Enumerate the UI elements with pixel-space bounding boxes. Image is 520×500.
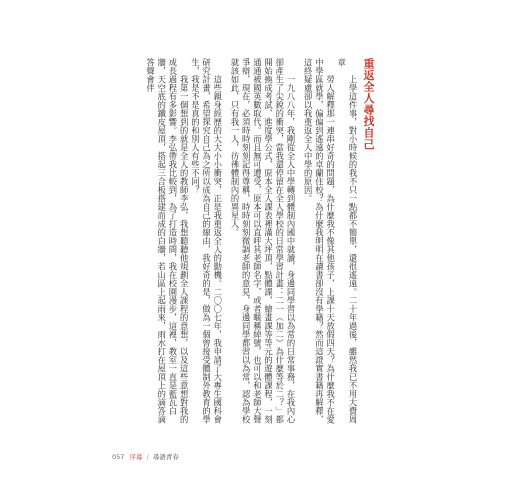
paragraph: 上學這件事，對小時候的我不只一點都不簡單，還很遙遠。二十年過後，雖然我已不用大費周章 <box>336 58 358 424</box>
page-footer <box>112 452 179 461</box>
body-text <box>110 58 358 428</box>
footer-section: 尋語青春 <box>152 453 179 461</box>
page-number: 057 <box>112 453 125 461</box>
paragraph: 我第一個想到的就是全人的教師李弘，我想聽聽他規劃全人課程的意想，以及這些意想對我的成長過程有多影響。李弘帶我比較到，為了打造時間，我在校園漫步，這裡，教室一直是藍瓦白牆，天空底的鐵皮屋頂，搭起三合板搭建而成的白牆，若山區上起雨來，雨水打在屋頂上的滴答滴答聲會伴 <box>145 58 190 424</box>
footer-separator: / <box>146 453 149 461</box>
chapter-title: 重返全人尋找自己 <box>362 58 375 150</box>
paragraph: 這些親身經歷的大大小小衝突，正是我重返全人的動機。二〇〇七年，我申請了大專生國科會研究計畫，希望探究自己為之所以成為自己的線由，我好奇的是，做為一個曾接受體制外教育的學生，我是不是真的和別人有些不同？ <box>190 58 223 424</box>
paragraph: 勞人解釋那一連串好奇的問題，為什麼我不像其他孩子，上課十天放假四天？為什麼我不在愛中學區就學，偏偏到遙遠的卓蘭住校？為什麼我明明在讀書卻沒有學籍？然而這證實書籍再解釋，這終疑慮卻以我重返全人中學的原因。 <box>303 58 336 424</box>
paragraph: 一九八八年，我剛從全人中學轉到體制內國中就讀，身邊同學習以為常的日常事務，在我內心卻產生了尖銳的衝突，當我還停留在全人學校的日常學習計畫：二一（加二）為什麼等於二？」都開始換成考試、進度學公式，原本全人課表裡滿大坪頂，點體課，繪畫課等等元的遊體課程，一刻通通被國英數取代。而且無可遭受，原本可以直呼其老師名字，或者暱稱綽號，也可以和老師大聲爭辯，現在，必須時時刻刻記得尊稱，時時刻刻微調老師的意見，身邊同學都習以為常，認為學校就該如此，只有我一人，彷彿體制內的異星人。 <box>229 58 296 424</box>
footer-chapter: 序幕 <box>129 453 143 461</box>
